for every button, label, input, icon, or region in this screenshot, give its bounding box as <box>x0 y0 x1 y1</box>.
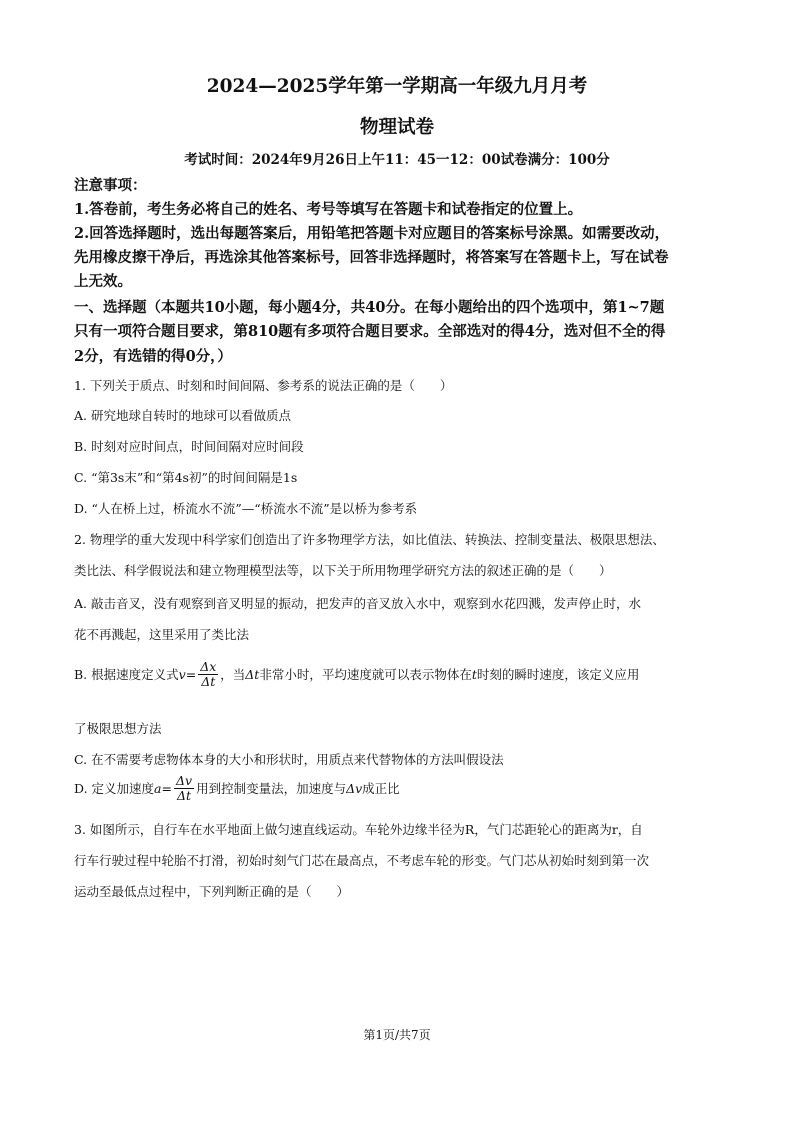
q2-b-equals: = <box>185 666 197 682</box>
q2-option-d <box>74 774 400 803</box>
notice-heading: 注意事项： <box>74 177 147 194</box>
q2-d-mid: 用到控制变量法，加速度与 <box>196 781 347 797</box>
q2-d-equals: = <box>161 780 172 796</box>
q1-option-b: B. 时刻对应时间点，时间间隔对应时间段 <box>74 439 304 454</box>
q2-option-a-line-2: 花不再溅起，这里采用了类比法 <box>74 627 250 642</box>
q2-d-var-a: a <box>154 780 162 796</box>
q2-b-var-t: t <box>471 666 477 682</box>
q2-b-fraction <box>198 660 218 689</box>
subject-title: 物理试卷 <box>359 117 434 138</box>
q2-d-suffix: 成正比 <box>362 781 400 797</box>
notice-item-2-line-3: 上无效。 <box>74 273 132 290</box>
q2-b-suffix: 时刻的瞬时速度，该定义应用 <box>476 667 640 683</box>
q1-stem: 1. 下列关于质点、时刻和时间间隔、参考系的说法正确的是（ ） <box>74 378 453 393</box>
q2-option-b-line-2: 了极限思想方法 <box>74 721 162 736</box>
q2-d-denominator: Δt <box>176 787 192 803</box>
notice-item-2-line-2: 先用橡皮擦干净后，再选涂其他答案标号，回答非选择题时，将答案写在答题卡上，写在试卷 <box>74 249 669 266</box>
q2-stem-line-2: 类比法、科学假说法和建立物理模型法等，以下关于所用物理学研究方法的叙述正确的是（ ） <box>74 563 612 578</box>
notice-item-1: 1.答卷前，考生务必将自己的姓名、考号等填写在答题卡和试卷指定的位置上。 <box>74 201 583 218</box>
page-number: 第1页/共7页 <box>363 1028 431 1042</box>
q2-b-numerator: Δx <box>200 659 217 674</box>
q2-option-c: C. 在不需要考虑物体本身的大小和形状时，用质点来代替物体的方法叫假设法 <box>74 752 504 767</box>
q2-option-a-line-1: A. 敲击音叉，没有观察到音叉明显的振动，把发声的音叉放入水中，观察到水花四溅，发声停止时，水 <box>74 596 641 611</box>
q3-line-2: 行车行驶过程中轮胎不打滑，初始时刻气门芯在最高点，不考虑车轮的形变。气门芯从初始时刻到第一次 <box>74 853 650 868</box>
q3-line-1: 3. 如图所示，自行车在水平地面上做匀速直线运动。车轮外边缘半径为R，气门芯距轮心的距离为r，自 <box>74 822 643 837</box>
q2-stem-line-1: 2. 物理学的重大发现中科学家们创造出了许多物理学方法，如比值法、转换法、控制变量法、极限思想法、 <box>74 532 665 547</box>
q2-d-fraction <box>174 774 194 803</box>
q2-b-var-v: v <box>178 666 186 682</box>
q2-b-denominator: Δt <box>201 673 216 689</box>
q2-option-b-line-1 <box>74 660 639 689</box>
section-1-line-2: 只有一项符合题目要求，第810题有多项符合题目要求。全部选对的得4分，选对但不全的得 <box>74 323 666 340</box>
q2-b-mid-2: 非常小时，平均速度就可以表示物体在 <box>259 667 472 683</box>
q2-b-delta-t: Δt <box>245 666 260 682</box>
exam-title: 2024—2025学年第一学期高一年级九月月考 <box>206 76 588 97</box>
q2-d-prefix: D. 定义加速度 <box>74 781 155 797</box>
q2-d-numerator: Δv <box>175 773 193 788</box>
section-1-line-3: 2分，有选错的得0分，） <box>74 348 232 365</box>
q1-option-d: D. “人在桥上过，桥流水不流”—“桥流水不流”是以桥为参考系 <box>74 501 418 516</box>
q2-b-mid-1: ，当 <box>220 667 246 683</box>
section-1-line-1: 一、选择题（本题共10小题，每小题4分，共40分。在每小题给出的四个选项中，第1~7题 <box>74 299 665 316</box>
q2-d-delta-v: Δv <box>346 780 363 796</box>
notice-item-2-line-1: 2.回答选择题时，选出每题答案后，用铅笔把答题卡对应题目的答案标号涂黑。如需要改动， <box>74 225 670 242</box>
q2-b-prefix: B. 根据速度定义式 <box>74 667 179 683</box>
q1-option-a: A. 研究地球自转时的地球可以看做质点 <box>74 408 291 423</box>
q3-line-3: 运动至最低点过程中，下列判断正确的是（ ） <box>74 884 350 899</box>
exam-info: 考试时间：2024年9月26日上午11：45一12：00试卷满分：100分 <box>184 152 610 168</box>
q1-option-c: C. “第3s末”和“第4s初”的时间间隔是1s <box>74 470 298 485</box>
